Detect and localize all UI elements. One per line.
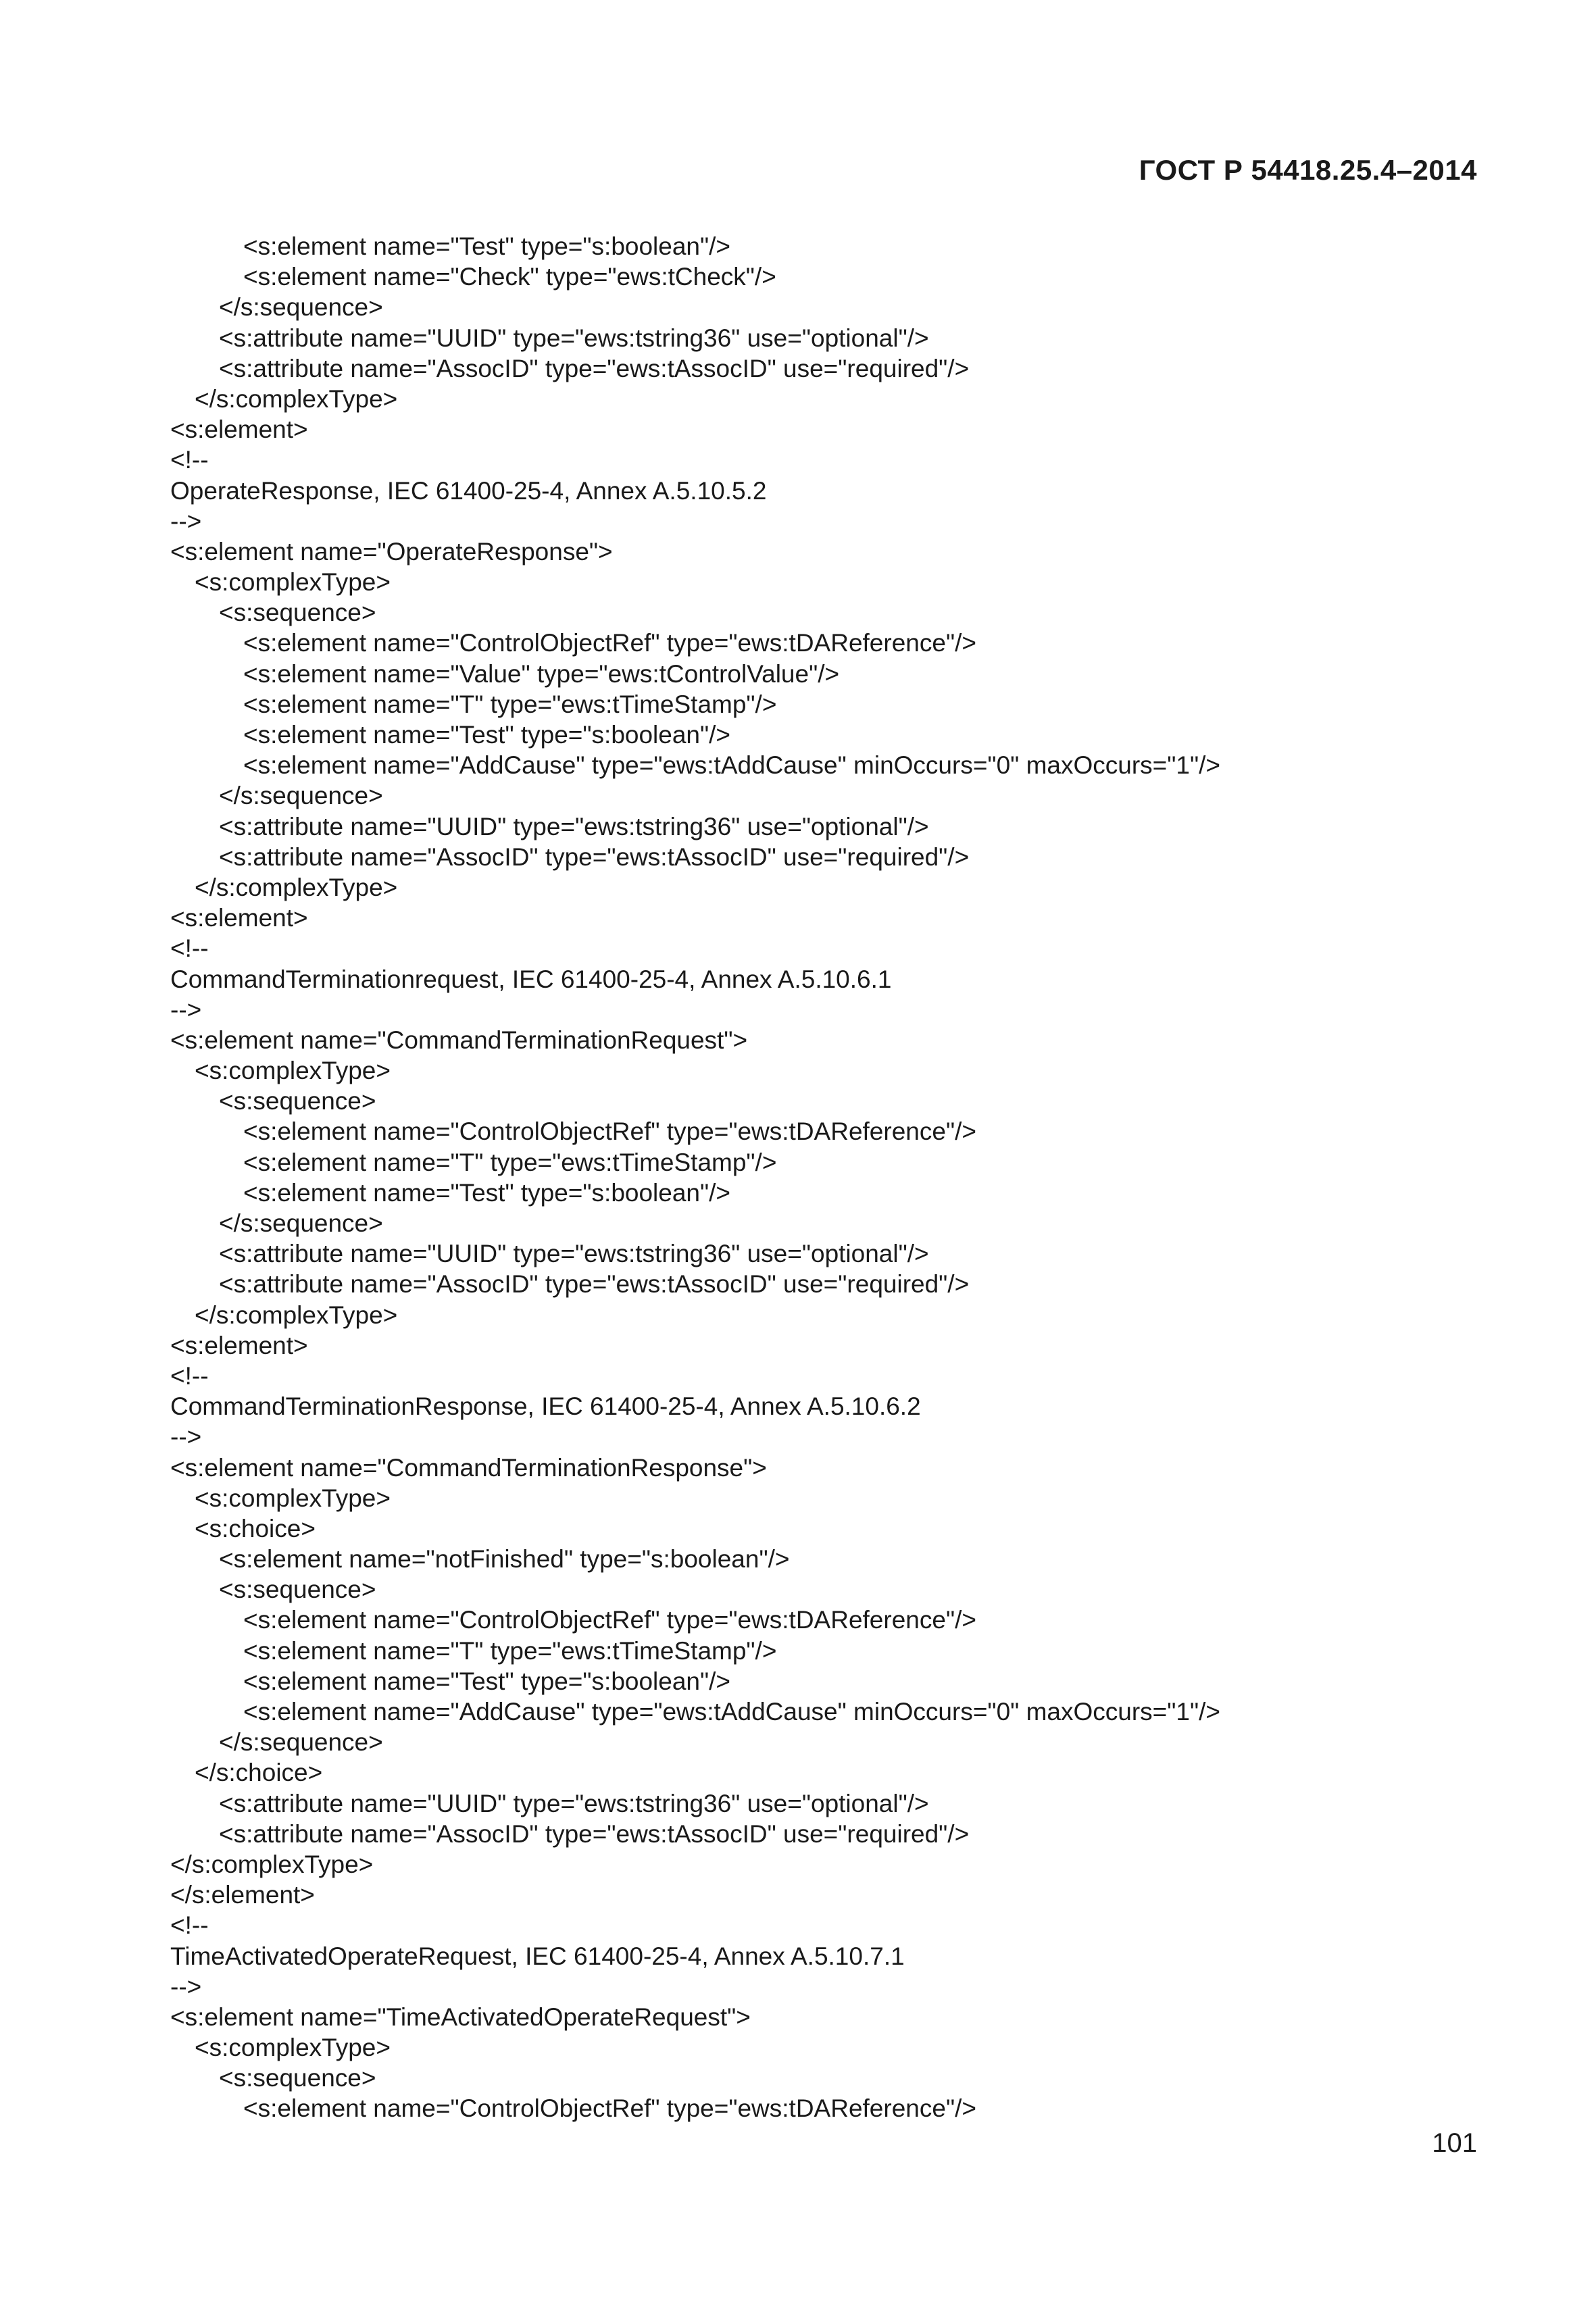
code-line: -->	[170, 995, 202, 1024]
code-line: </s:choice>	[195, 1759, 323, 1787]
code-line: <s:element name="T" type="ews:tTimeStamp"/>	[243, 690, 777, 718]
code-line: </s:complexType>	[170, 1850, 374, 1878]
code-line: <s:complexType>	[195, 1057, 391, 1085]
code-line: OperateResponse, IEC 61400-25-4, Annex A.5.10.5.2	[170, 476, 767, 505]
code-line: <s:sequence>	[219, 1576, 376, 1604]
code-line: <s:attribute name="UUID" type="ews:tstring36" use="optional"/>	[219, 324, 929, 352]
code-line: <s:sequence>	[219, 599, 376, 627]
code-line: <s:element name="ControlObjectRef" type="ews:tDAReference"/>	[243, 1606, 976, 1634]
code-line: <s:element name="ControlObjectRef" type="ews:tDAReference"/>	[243, 2094, 976, 2123]
code-line: <s:element name="Value" type="ews:tControlValue"/>	[243, 659, 840, 688]
code-line: </s:element>	[170, 1881, 315, 1909]
code-line: <s:element name="Test" type="s:boolean"/>	[243, 232, 731, 260]
code-line: </s:sequence>	[219, 1209, 383, 1237]
code-line: <s:attribute name="AssocID" type="ews:tAssocID" use="required"/>	[219, 1819, 970, 1848]
code-line: <!--	[170, 934, 209, 963]
code-line: <s:element>	[170, 1331, 308, 1359]
code-line: -->	[170, 507, 202, 535]
code-line: </s:complexType>	[195, 384, 398, 413]
xml-schema-listing	[170, 231, 1488, 2124]
code-line: </s:sequence>	[219, 1728, 383, 1757]
code-line: </s:complexType>	[195, 873, 398, 901]
code-line: <s:attribute name="UUID" type="ews:tstring36" use="optional"/>	[219, 1789, 929, 1817]
code-line: <s:element name="T" type="ews:tTimeStamp"/>	[243, 1148, 777, 1176]
code-line: <s:element name="ControlObjectRef" type="ews:tDAReference"/>	[243, 1117, 976, 1146]
code-line: <s:element name="OperateResponse">	[170, 537, 613, 565]
code-line: <s:attribute name="UUID" type="ews:tstring36" use="optional"/>	[219, 812, 929, 840]
code-line: <s:attribute name="AssocID" type="ews:tAssocID" use="required"/>	[219, 842, 970, 871]
code-line: <s:sequence>	[219, 2064, 376, 2092]
code-line: <s:element name="Check" type="ews:tCheck"/>	[243, 263, 776, 291]
code-line: <s:attribute name="AssocID" type="ews:tAssocID" use="required"/>	[219, 1270, 970, 1299]
code-line: <s:element name="AddCause" type="ews:tAddCause" minOccurs="0" maxOccurs="1"/>	[243, 1698, 1220, 1726]
code-line: <s:sequence>	[219, 1087, 376, 1115]
code-line: <s:attribute name="AssocID" type="ews:tAssocID" use="required"/>	[219, 354, 970, 382]
code-line: </s:sequence>	[219, 293, 383, 322]
code-line: <s:element>	[170, 416, 308, 444]
code-line: <!--	[170, 1361, 209, 1390]
code-line: <s:complexType>	[195, 2034, 391, 2062]
code-line: <s:element name="notFinished" type="s:boolean"/>	[219, 1545, 790, 1574]
code-line: <s:element name="CommandTerminationResponse">	[170, 1453, 767, 1482]
code-line: <s:attribute name="UUID" type="ews:tstring36" use="optional"/>	[219, 1240, 929, 1268]
code-line: TimeActivatedOperateRequest, IEC 61400-25-4, Annex A.5.10.7.1	[170, 1942, 905, 1970]
code-line: <s:element name="Test" type="s:boolean"/>	[243, 721, 731, 749]
code-line: <s:element name="Test" type="s:boolean"/>	[243, 1178, 731, 1207]
code-line: <s:element name="T" type="ews:tTimeStamp"/>	[243, 1636, 777, 1665]
code-line: CommandTerminationrequest, IEC 61400-25-4, Annex A.5.10.6.1	[170, 965, 892, 993]
page-number: 101	[1432, 2128, 1477, 2158]
code-line: CommandTerminationResponse, IEC 61400-25-4, Annex A.5.10.6.2	[170, 1392, 921, 1421]
code-line: <s:element>	[170, 904, 308, 932]
code-line: <s:element name="Test" type="s:boolean"/>	[243, 1667, 731, 1695]
code-line: </s:complexType>	[195, 1301, 398, 1329]
code-line: <s:complexType>	[195, 568, 391, 597]
code-line: -->	[170, 1972, 202, 2001]
document-code-header: ГОСТ Р 54418.25.4–2014	[1139, 154, 1477, 186]
code-line: </s:sequence>	[219, 782, 383, 810]
code-line: <s:element name="ControlObjectRef" type="ews:tDAReference"/>	[243, 629, 976, 657]
code-line: <!--	[170, 446, 209, 474]
code-line: <s:element name="CommandTerminationRequest">	[170, 1026, 748, 1054]
code-line: <s:element name="AddCause" type="ews:tAddCause" minOccurs="0" maxOccurs="1"/>	[243, 751, 1220, 780]
code-line: <!--	[170, 1911, 209, 1940]
code-line: <s:element name="TimeActivatedOperateRequest">	[170, 2003, 751, 2031]
code-line: <s:choice>	[195, 1514, 316, 1542]
code-line: <s:complexType>	[195, 1484, 391, 1512]
code-line: -->	[170, 1423, 202, 1451]
